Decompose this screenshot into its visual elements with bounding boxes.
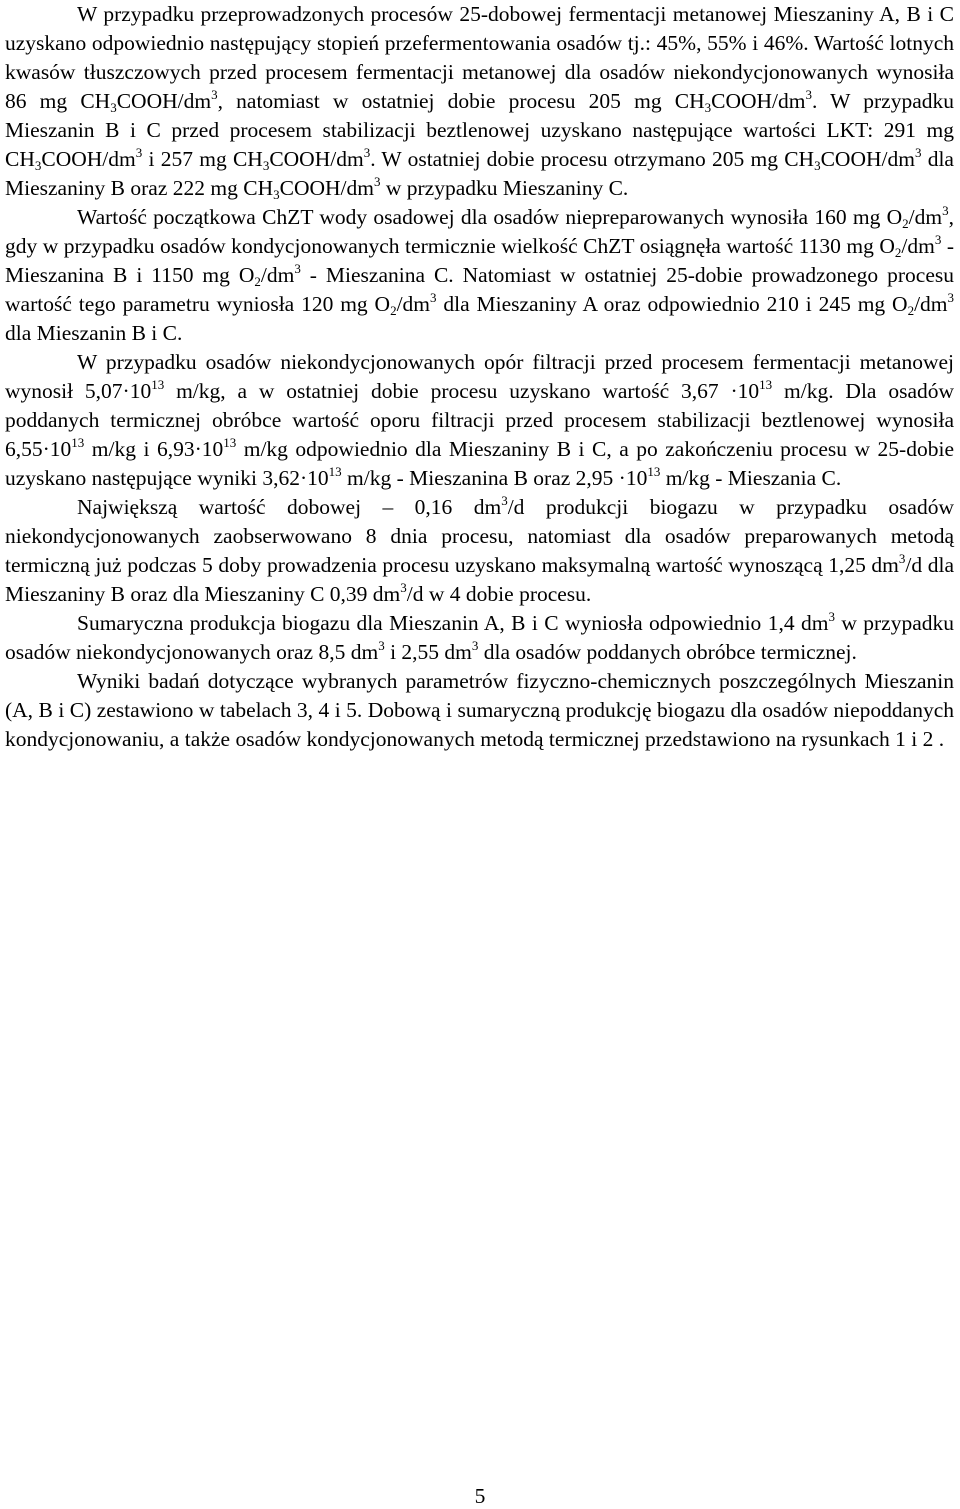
text-run: /d dla Mieszaniny B oraz dla Mieszaniny C 0,39 dm <box>5 553 954 606</box>
text-run: /d produkcji biogazu w przypadku osadów niekondycjonowanych zaobserwowano 8 dnia procesu, natomiast dla osadów preparowanych metodą termiczną już podczas 5 doby prowadzenia procesu uzyskano maksymalną wartość wynoszącą 1,25 dm <box>5 495 954 577</box>
superscript: 3 <box>211 87 218 102</box>
superscript: 3 <box>471 638 479 653</box>
subscript: 3 <box>814 158 821 173</box>
subscript: 3 <box>704 100 712 115</box>
paragraph-1 <box>5 0 954 203</box>
text-run: m/kg - Mieszanina B oraz 2,95 ·10 <box>341 466 648 490</box>
superscript: 13 <box>71 435 85 450</box>
text-run: dla Mieszaniny A oraz odpowiednio 210 i 245 mg O <box>436 292 908 316</box>
text-run: - Mieszanina B i 1150 mg O <box>5 234 954 287</box>
text-run: COOH/dm <box>820 147 915 171</box>
text-run: , gdy w przypadku osadów kondycjonowanych termicznie wielkość ChZT osiągnęła wartość 1130 mg O <box>5 205 954 258</box>
text-run: - Mieszanina C. Natomiast w ostatniej 25-dobie prowadzonego procesu wartość tego parametru wyniosła 120 mg O <box>5 263 954 316</box>
text-run: Największą wartość dobowej – 0,16 dm <box>77 495 502 519</box>
subscript: 3 <box>34 158 42 173</box>
superscript: 3 <box>898 551 906 566</box>
superscript: 3 <box>914 145 922 160</box>
text-run: i 2,55 dm <box>384 640 472 664</box>
superscript: 3 <box>947 290 955 305</box>
text-run: . W przypadku Mieszanin B i C przed procesem stabilizacji beztlenowej uzyskano następujące wartości LKT: 291 mg CH <box>5 89 955 171</box>
text-run: . W ostatniej dobie procesu otrzymano 205 mg CH <box>370 147 815 171</box>
text-run: /dm <box>260 263 295 287</box>
text-run: m/kg odpowiednio dla Mieszaniny B i C, a po zakończeniu procesu w 25-dobie uzyskano następujące wyniki 3,62·10 <box>5 437 954 490</box>
superscript: 3 <box>805 87 812 102</box>
text-run: /dm <box>908 205 943 229</box>
superscript: 13 <box>151 377 165 392</box>
superscript: 3 <box>942 203 949 218</box>
text-run: COOH/dm <box>711 89 806 113</box>
subscript: 2 <box>907 303 915 318</box>
superscript: 3 <box>400 580 407 595</box>
text-run: dla Mieszanin B i C. <box>5 321 183 345</box>
subscript: 3 <box>110 100 117 115</box>
superscript: 3 <box>363 145 371 160</box>
superscript: 13 <box>223 435 237 450</box>
superscript: 3 <box>934 232 942 247</box>
paragraph-4 <box>5 493 954 609</box>
text-run: COOH/dm <box>41 147 136 171</box>
text-run: dla Mieszaniny B oraz 222 mg CH <box>5 147 954 200</box>
text-run: COOH/dm <box>279 176 374 200</box>
subscript: 2 <box>254 274 261 289</box>
text-run: dla osadów poddanych obróbce termicznej. <box>478 640 857 664</box>
superscript: 13 <box>328 464 342 479</box>
text-run: Sumaryczna produkcja biogazu dla Mieszanin A, B i C wyniosła odpowiednio 1,4 dm <box>77 611 829 635</box>
text-run: COOH/dm <box>269 147 364 171</box>
text-run: W przypadku osadów niekondycjonowanych opór filtracji przed procesem fermentacji metanowej wynosił 5,07·10 <box>5 350 954 403</box>
superscript: 3 <box>374 174 381 189</box>
text-run: /dm <box>901 234 935 258</box>
page-number: 5 <box>474 1484 486 1508</box>
text-run: /dm <box>396 292 431 316</box>
superscript: 3 <box>828 609 835 624</box>
superscript: 3 <box>135 145 143 160</box>
paragraph-5 <box>5 609 954 667</box>
paragraph-2 <box>5 203 954 348</box>
subscript: 3 <box>262 158 270 173</box>
text-run: w przypadku osadów niekondycjonowanych oraz 8,5 dm <box>5 611 954 664</box>
text-run: m/kg i 6,93·10 <box>84 437 224 461</box>
subscript: 2 <box>390 303 397 318</box>
text-run: /d w 4 dobie procesu. <box>406 582 592 606</box>
text-run: m/kg, a w ostatniej dobie procesu uzyskano wartość 3,67 ·10 <box>164 379 760 403</box>
superscript: 13 <box>647 464 661 479</box>
subscript: 3 <box>273 187 280 202</box>
superscript: 3 <box>501 493 508 508</box>
superscript: 3 <box>378 638 385 653</box>
paragraph-6 <box>5 667 954 754</box>
text-run: Wyniki badań dotyczące wybranych parametrów fizyczno-chemicznych poszczególnych Mieszanin (A, B i C) zestawiono w tabelach 3, 4 i 5. Dobową i sumaryczną produkcję biogazu dla osadów niepoddanych kondycjonowaniu, a także osadów kondycjonowanych metodą termicznej przedstawiono na rysunkach 1 i 2 . <box>5 669 954 751</box>
superscript: 13 <box>759 377 773 392</box>
text-run: /dm <box>914 292 948 316</box>
subscript: 2 <box>894 245 902 260</box>
superscript: 3 <box>294 261 301 276</box>
text-run: w przypadku Mieszaniny C. <box>380 176 629 200</box>
subscript: 2 <box>902 216 909 231</box>
superscript: 3 <box>430 290 437 305</box>
paragraph-3 <box>5 348 954 493</box>
text-run: COOH/dm <box>116 89 212 113</box>
text-run: m/kg. Dla osadów poddanych termicznej obróbce wartość oporu filtracji przed procesem stabilizacji beztlenowej wynosiła 6,55·10 <box>5 379 955 461</box>
text-run: , natomiast w ostatniej dobie procesu 205 mg CH <box>217 89 705 113</box>
text-run: m/kg - Mieszania C. <box>660 466 842 490</box>
text-run: Wartość początkowa ChZT wody osadowej dla osadów niepreparowanych wynosiła 160 mg O <box>77 205 903 229</box>
body-text <box>5 0 954 754</box>
text-run: W przypadku przeprowadzonych procesów 25-dobowej fermentacji metanowej Mieszaniny A, B i C uzyskano odpowiednio następujący stopień przefermentowania osadów tj.: 45%, 55% i 46%. Wartość lotnych kwasów tłuszczowych przed procesem fermentacji metanowej dla osadów niekondycjonowanych wynosiła 86 mg CH <box>5 2 954 113</box>
text-run: i 257 mg CH <box>142 147 263 171</box>
